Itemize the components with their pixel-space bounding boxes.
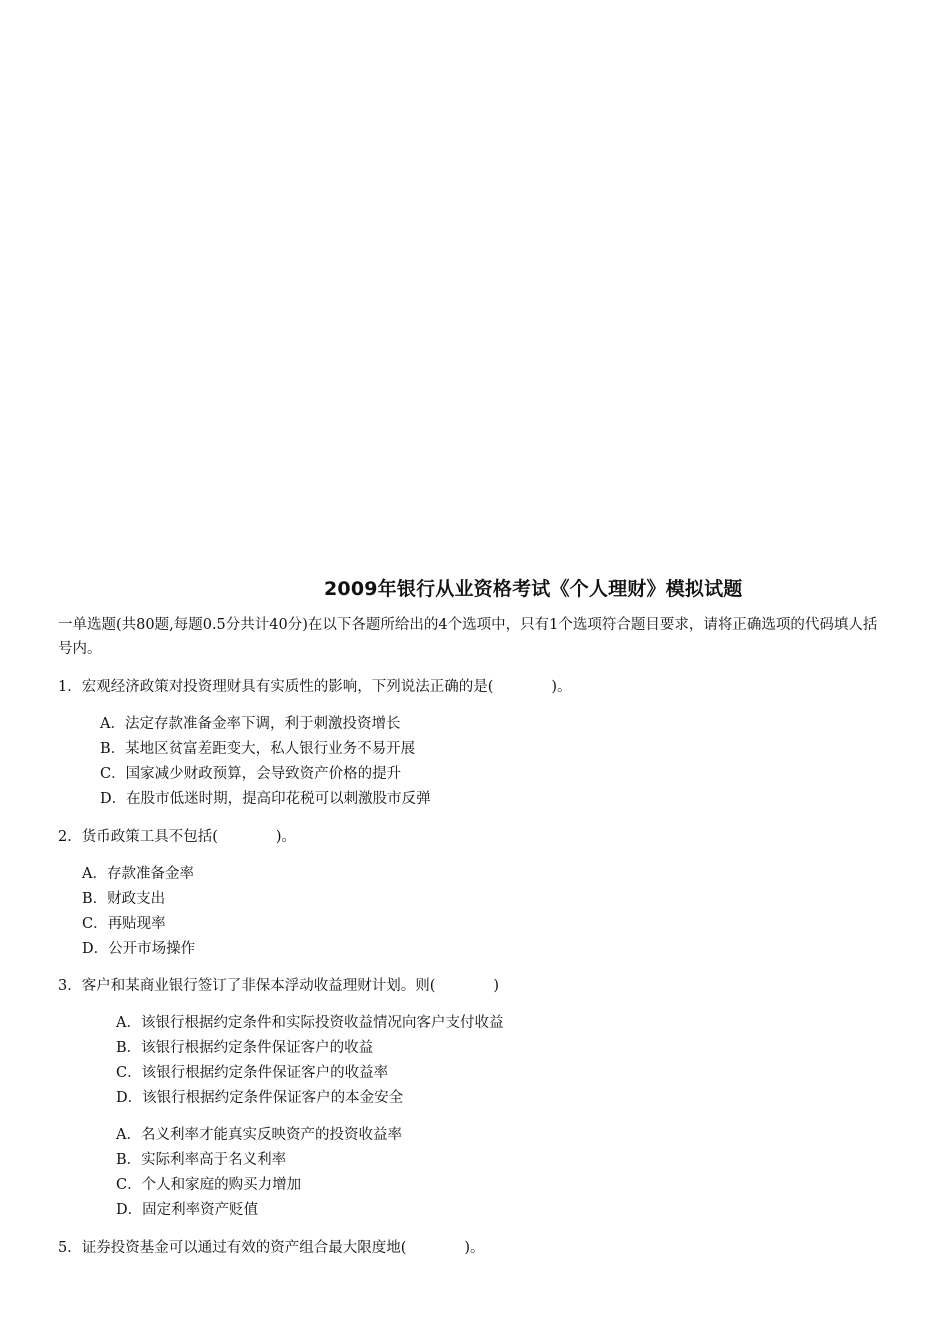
question-4-option-a: A．名义利率才能真实反映资产的投资收益率 xyxy=(116,1127,402,1143)
page-title: 2009年银行从业资格考试《个人理财》模拟试题 xyxy=(324,578,743,600)
question-1-option-d: D．在股市低迷时期，提高印花税可以刺激股市反弹 xyxy=(100,791,431,807)
question-2-option-d: D．公开市场操作 xyxy=(82,941,196,957)
question-3-option-b: B．该银行根据约定条件保证客户的收益 xyxy=(116,1040,374,1056)
question-1-option-a: A．法定存款准备金率下调，利于刺激投资增长 xyxy=(100,716,401,732)
question-4-option-d: D．固定利率资产贬值 xyxy=(116,1202,259,1218)
question-3-option-d: D．该银行根据约定条件保证客户的本金安全 xyxy=(116,1090,404,1106)
question-2-option-a: A．存款准备金率 xyxy=(82,866,194,882)
section-intro: 一单选题(共80题,每题0.5分共计40分)在以下各题所给出的4个选项中，只有1个选项符合题目要求，请将正确选项的代码填人括号内。 xyxy=(58,617,878,657)
question-4-option-b: B．实际利率高于名义利率 xyxy=(116,1152,287,1168)
question-2-option-c: C．再贴现率 xyxy=(82,916,166,932)
question-1-option-b: B．某地区贫富差距变大，私人银行业务不易开展 xyxy=(100,741,416,757)
question-5-stem: 5．证券投资基金可以通过有效的资产组合最大限度地( )。 xyxy=(58,1240,485,1256)
question-3-option-c: C．该银行根据约定条件保证客户的收益率 xyxy=(116,1065,389,1081)
question-2-option-b: B．财政支出 xyxy=(82,891,166,907)
question-3-option-a: A．该银行根据约定条件和实际投资收益情况向客户支付收益 xyxy=(116,1015,504,1031)
question-3-stem: 3．客户和某商业银行签订了非保本浮动收益理财计划。则( ) xyxy=(58,978,500,994)
question-4-option-c: C．个人和家庭的购买力增加 xyxy=(116,1177,302,1193)
question-2-stem: 2．货币政策工具不包括( )。 xyxy=(58,829,297,845)
question-1-stem: 1．宏观经济政策对投资理财具有实质性的影响，下列说法正确的是( )。 xyxy=(58,679,572,695)
question-1-option-c: C．国家减少财政预算，会导致资产价格的提升 xyxy=(100,766,402,782)
